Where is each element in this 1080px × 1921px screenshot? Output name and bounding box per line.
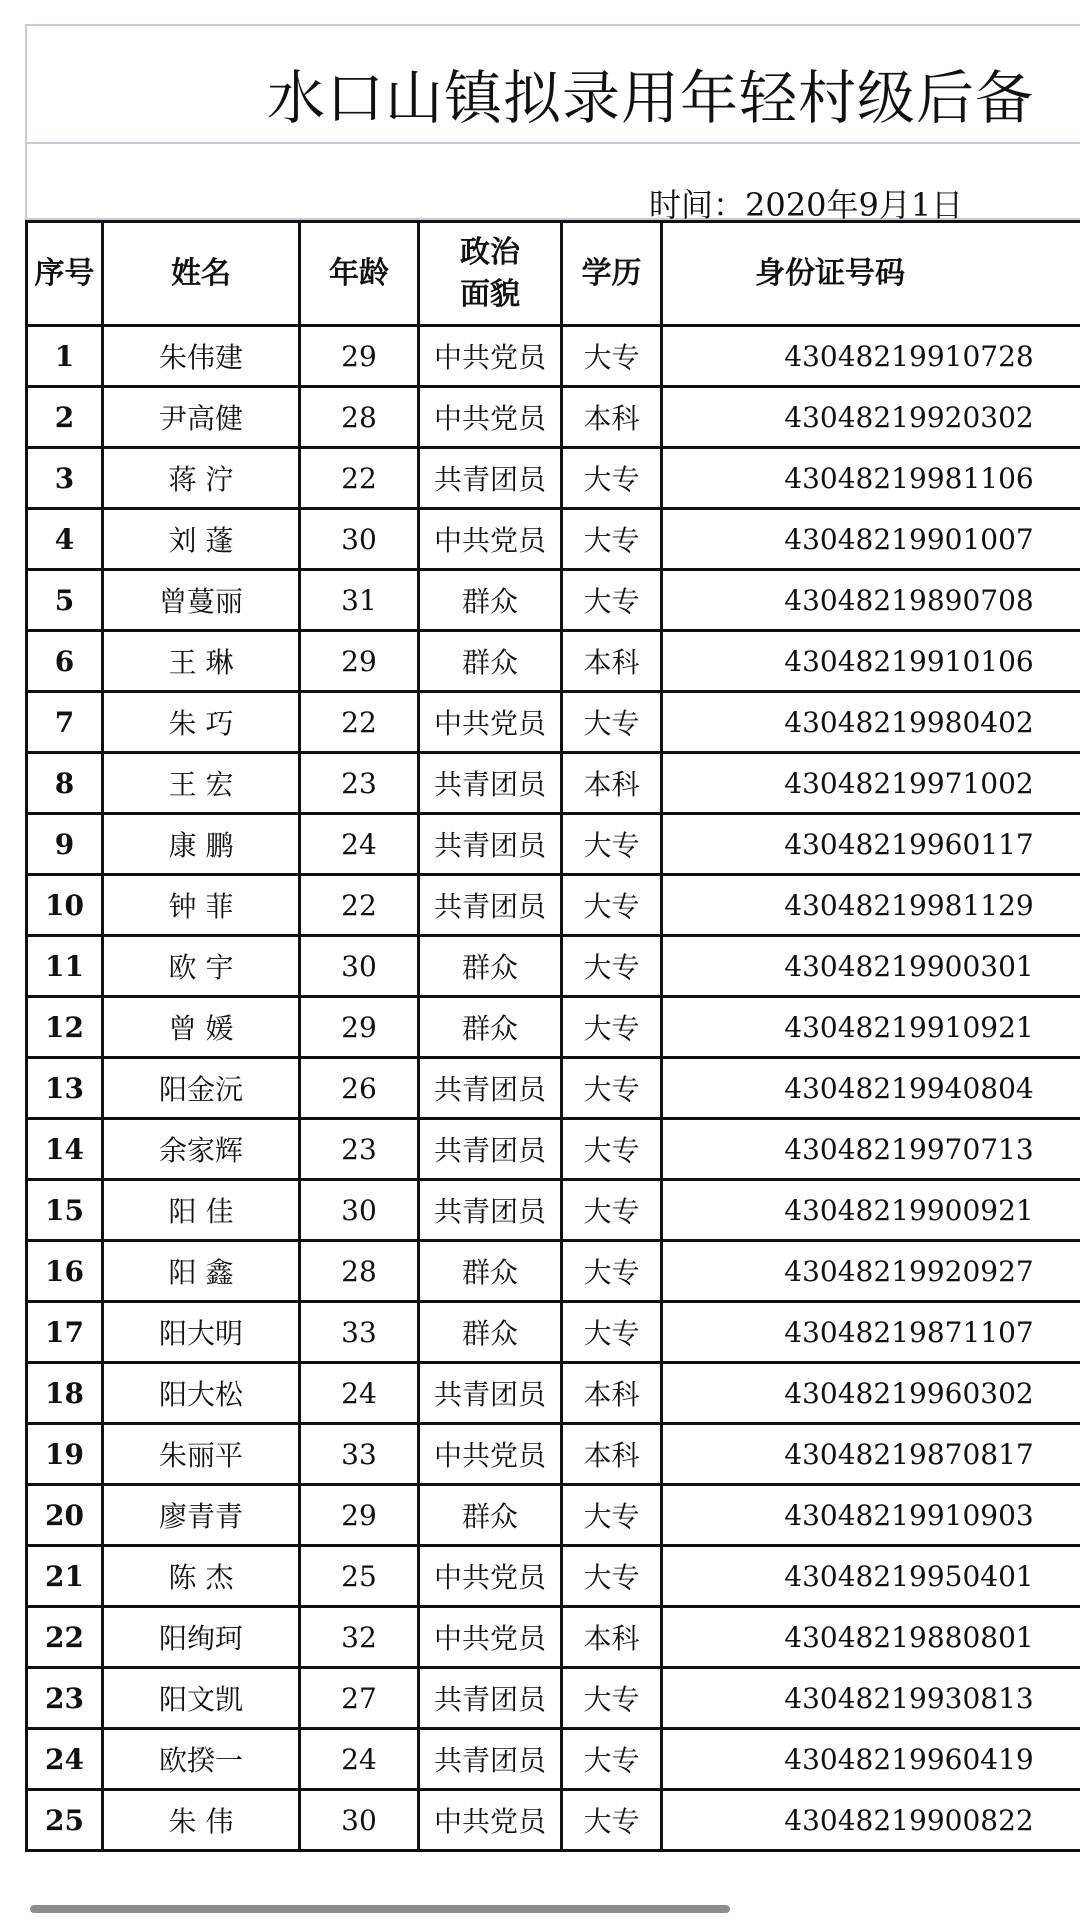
table-row <box>27 1119 1080 1180</box>
header-political-line2: 面貌 <box>460 276 520 312</box>
education-level: 大专 <box>562 936 662 997</box>
person-name: 阳绚珂 <box>103 1607 300 1668</box>
person-age: 29 <box>300 997 419 1058</box>
political-status: 群众 <box>419 1302 562 1363</box>
row-number: 18 <box>27 1363 103 1424</box>
table-row <box>27 326 1080 387</box>
id-number: 43048219971002 <box>662 753 1080 814</box>
education-level: 本科 <box>562 753 662 814</box>
person-name: 欧 宇 <box>103 936 300 997</box>
education-level: 大专 <box>562 1546 662 1607</box>
person-name: 廖青青 <box>103 1485 300 1546</box>
person-name: 陈 杰 <box>103 1546 300 1607</box>
education-level: 大专 <box>562 1485 662 1546</box>
person-age: 30 <box>300 1180 419 1241</box>
table-row <box>27 1302 1080 1363</box>
header-row <box>27 222 1080 326</box>
id-number: 43048219880801 <box>662 1607 1080 1668</box>
political-status: 群众 <box>419 936 562 997</box>
education-level: 大专 <box>562 509 662 570</box>
political-status: 中共党员 <box>419 1424 562 1485</box>
education-level: 本科 <box>562 631 662 692</box>
person-age: 24 <box>300 1729 419 1790</box>
id-number: 43048219940804 <box>662 1058 1080 1119</box>
header-age: 年龄 <box>300 222 419 326</box>
date-cell <box>25 142 1080 224</box>
political-status: 中共党员 <box>419 692 562 753</box>
education-level: 大专 <box>562 570 662 631</box>
person-age: 28 <box>300 1241 419 1302</box>
id-number: 43048219980402 <box>662 692 1080 753</box>
id-number: 43048219960302 <box>662 1363 1080 1424</box>
education-level: 本科 <box>562 1607 662 1668</box>
table-row <box>27 997 1080 1058</box>
table-row <box>27 814 1080 875</box>
education-level: 大专 <box>562 692 662 753</box>
row-number: 17 <box>27 1302 103 1363</box>
person-age: 32 <box>300 1607 419 1668</box>
date-value: 2020年9月1日 <box>745 186 964 224</box>
table-row <box>27 1241 1080 1302</box>
political-status: 群众 <box>419 1241 562 1302</box>
political-status: 共青团员 <box>419 1363 562 1424</box>
political-status: 群众 <box>419 631 562 692</box>
political-status: 中共党员 <box>419 509 562 570</box>
row-number: 19 <box>27 1424 103 1485</box>
table-row <box>27 936 1080 997</box>
row-number: 22 <box>27 1607 103 1668</box>
id-number: 43048219981106 <box>662 448 1080 509</box>
row-number: 9 <box>27 814 103 875</box>
id-number: 43048219960419 <box>662 1729 1080 1790</box>
person-name: 阳 佳 <box>103 1180 300 1241</box>
person-name: 阳金沅 <box>103 1058 300 1119</box>
person-age: 27 <box>300 1668 419 1729</box>
person-age: 25 <box>300 1546 419 1607</box>
political-status: 共青团员 <box>419 1119 562 1180</box>
table-row <box>27 448 1080 509</box>
row-number: 16 <box>27 1241 103 1302</box>
person-age: 23 <box>300 753 419 814</box>
education-level: 大专 <box>562 1241 662 1302</box>
political-status: 共青团员 <box>419 1668 562 1729</box>
person-age: 22 <box>300 448 419 509</box>
person-age: 28 <box>300 387 419 448</box>
row-number: 1 <box>27 326 103 387</box>
id-number: 43048219960117 <box>662 814 1080 875</box>
table-row <box>27 1546 1080 1607</box>
person-name: 阳大松 <box>103 1363 300 1424</box>
row-number: 11 <box>27 936 103 997</box>
person-age: 30 <box>300 1790 419 1851</box>
header-education: 学历 <box>562 222 662 326</box>
id-number: 43048219950401 <box>662 1546 1080 1607</box>
education-level: 大专 <box>562 1729 662 1790</box>
person-age: 33 <box>300 1302 419 1363</box>
person-name: 曾 媛 <box>103 997 300 1058</box>
political-status: 共青团员 <box>419 448 562 509</box>
education-level: 大专 <box>562 1302 662 1363</box>
person-name: 王 琳 <box>103 631 300 692</box>
person-age: 22 <box>300 692 419 753</box>
row-number: 3 <box>27 448 103 509</box>
table-row <box>27 631 1080 692</box>
id-number: 43048219910921 <box>662 997 1080 1058</box>
row-number: 5 <box>27 570 103 631</box>
education-level: 大专 <box>562 1119 662 1180</box>
person-age: 30 <box>300 509 419 570</box>
table-row <box>27 1424 1080 1485</box>
row-number: 6 <box>27 631 103 692</box>
row-number: 4 <box>27 509 103 570</box>
table-row <box>27 387 1080 448</box>
table-row <box>27 753 1080 814</box>
political-status: 中共党员 <box>419 387 562 448</box>
political-status: 群众 <box>419 997 562 1058</box>
row-number: 20 <box>27 1485 103 1546</box>
table-row <box>27 1729 1080 1790</box>
education-level: 本科 <box>562 387 662 448</box>
document-title: 水口山镇拟录用年轻村级后备 <box>267 64 1035 132</box>
political-status: 中共党员 <box>419 326 562 387</box>
table-row <box>27 1058 1080 1119</box>
id-number: 43048219900301 <box>662 936 1080 997</box>
spreadsheet-page <box>25 24 1080 1904</box>
id-number: 43048219871107 <box>662 1302 1080 1363</box>
row-number: 15 <box>27 1180 103 1241</box>
political-status: 共青团员 <box>419 1180 562 1241</box>
table-row <box>27 1668 1080 1729</box>
person-age: 33 <box>300 1424 419 1485</box>
political-status: 中共党员 <box>419 1790 562 1851</box>
person-name: 钟 菲 <box>103 875 300 936</box>
id-number: 43048219910903 <box>662 1485 1080 1546</box>
person-name: 阳文凯 <box>103 1668 300 1729</box>
id-number: 43048219870817 <box>662 1424 1080 1485</box>
political-status: 共青团员 <box>419 875 562 936</box>
person-age: 29 <box>300 326 419 387</box>
header-no: 序号 <box>27 222 103 326</box>
row-number: 12 <box>27 997 103 1058</box>
row-number: 7 <box>27 692 103 753</box>
political-status: 共青团员 <box>419 1729 562 1790</box>
row-number: 21 <box>27 1546 103 1607</box>
table-row <box>27 1607 1080 1668</box>
id-number: 43048219900921 <box>662 1180 1080 1241</box>
roster-body <box>27 326 1080 1851</box>
person-name: 刘 蓬 <box>103 509 300 570</box>
row-number: 23 <box>27 1668 103 1729</box>
political-status: 群众 <box>419 570 562 631</box>
row-number: 24 <box>27 1729 103 1790</box>
education-level: 大专 <box>562 1058 662 1119</box>
person-age: 30 <box>300 936 419 997</box>
person-name: 康 鹏 <box>103 814 300 875</box>
political-status: 共青团员 <box>419 814 562 875</box>
education-level: 大专 <box>562 997 662 1058</box>
political-status: 群众 <box>419 1485 562 1546</box>
table-row <box>27 509 1080 570</box>
table-row <box>27 1485 1080 1546</box>
education-level: 大专 <box>562 1790 662 1851</box>
id-number: 43048219970713 <box>662 1119 1080 1180</box>
person-name: 朱 巧 <box>103 692 300 753</box>
political-status: 中共党员 <box>419 1607 562 1668</box>
education-level: 大专 <box>562 1180 662 1241</box>
id-number: 43048219901007 <box>662 509 1080 570</box>
education-level: 本科 <box>562 1424 662 1485</box>
row-number: 8 <box>27 753 103 814</box>
row-number: 10 <box>27 875 103 936</box>
id-number: 43048219930813 <box>662 1668 1080 1729</box>
header-name: 姓名 <box>103 222 300 326</box>
education-level: 大专 <box>562 448 662 509</box>
person-age: 22 <box>300 875 419 936</box>
id-number: 43048219910728 <box>662 326 1080 387</box>
id-number: 43048219910106 <box>662 631 1080 692</box>
id-number: 43048219920927 <box>662 1241 1080 1302</box>
row-number: 14 <box>27 1119 103 1180</box>
table-row <box>27 570 1080 631</box>
person-name: 阳大明 <box>103 1302 300 1363</box>
person-age: 24 <box>300 814 419 875</box>
header-id: 身份证号码 <box>662 222 1080 326</box>
political-status: 共青团员 <box>419 1058 562 1119</box>
education-level: 大专 <box>562 875 662 936</box>
table-row <box>27 875 1080 936</box>
date-label: 时间： <box>649 186 746 224</box>
table-row <box>27 692 1080 753</box>
person-age: 31 <box>300 570 419 631</box>
person-age: 29 <box>300 1485 419 1546</box>
person-name: 余家辉 <box>103 1119 300 1180</box>
header-political <box>419 222 562 326</box>
row-number: 25 <box>27 1790 103 1851</box>
education-level: 大专 <box>562 814 662 875</box>
political-status: 中共党员 <box>419 1546 562 1607</box>
row-number: 13 <box>27 1058 103 1119</box>
horizontal-scrollbar[interactable] <box>30 1905 730 1913</box>
education-level: 大专 <box>562 326 662 387</box>
person-name: 朱伟建 <box>103 326 300 387</box>
table-row <box>27 1180 1080 1241</box>
id-number: 43048219920302 <box>662 387 1080 448</box>
person-name: 阳 鑫 <box>103 1241 300 1302</box>
roster-table <box>25 220 1080 1852</box>
id-number: 43048219890708 <box>662 570 1080 631</box>
person-age: 24 <box>300 1363 419 1424</box>
person-name: 王 宏 <box>103 753 300 814</box>
political-status: 共青团员 <box>419 753 562 814</box>
person-name: 朱丽平 <box>103 1424 300 1485</box>
person-name: 欧揆一 <box>103 1729 300 1790</box>
person-name: 曾蔓丽 <box>103 570 300 631</box>
header-political-line1: 政治 <box>460 234 520 270</box>
person-age: 29 <box>300 631 419 692</box>
person-name: 蒋 泞 <box>103 448 300 509</box>
row-number: 2 <box>27 387 103 448</box>
person-age: 23 <box>300 1119 419 1180</box>
table-row <box>27 1790 1080 1851</box>
person-name: 朱 伟 <box>103 1790 300 1851</box>
person-age: 26 <box>300 1058 419 1119</box>
education-level: 本科 <box>562 1363 662 1424</box>
id-number: 43048219900822 <box>662 1790 1080 1851</box>
education-level: 大专 <box>562 1668 662 1729</box>
table-row <box>27 1363 1080 1424</box>
id-number: 43048219981129 <box>662 875 1080 936</box>
title-cell <box>25 24 1080 144</box>
person-name: 尹高健 <box>103 387 300 448</box>
